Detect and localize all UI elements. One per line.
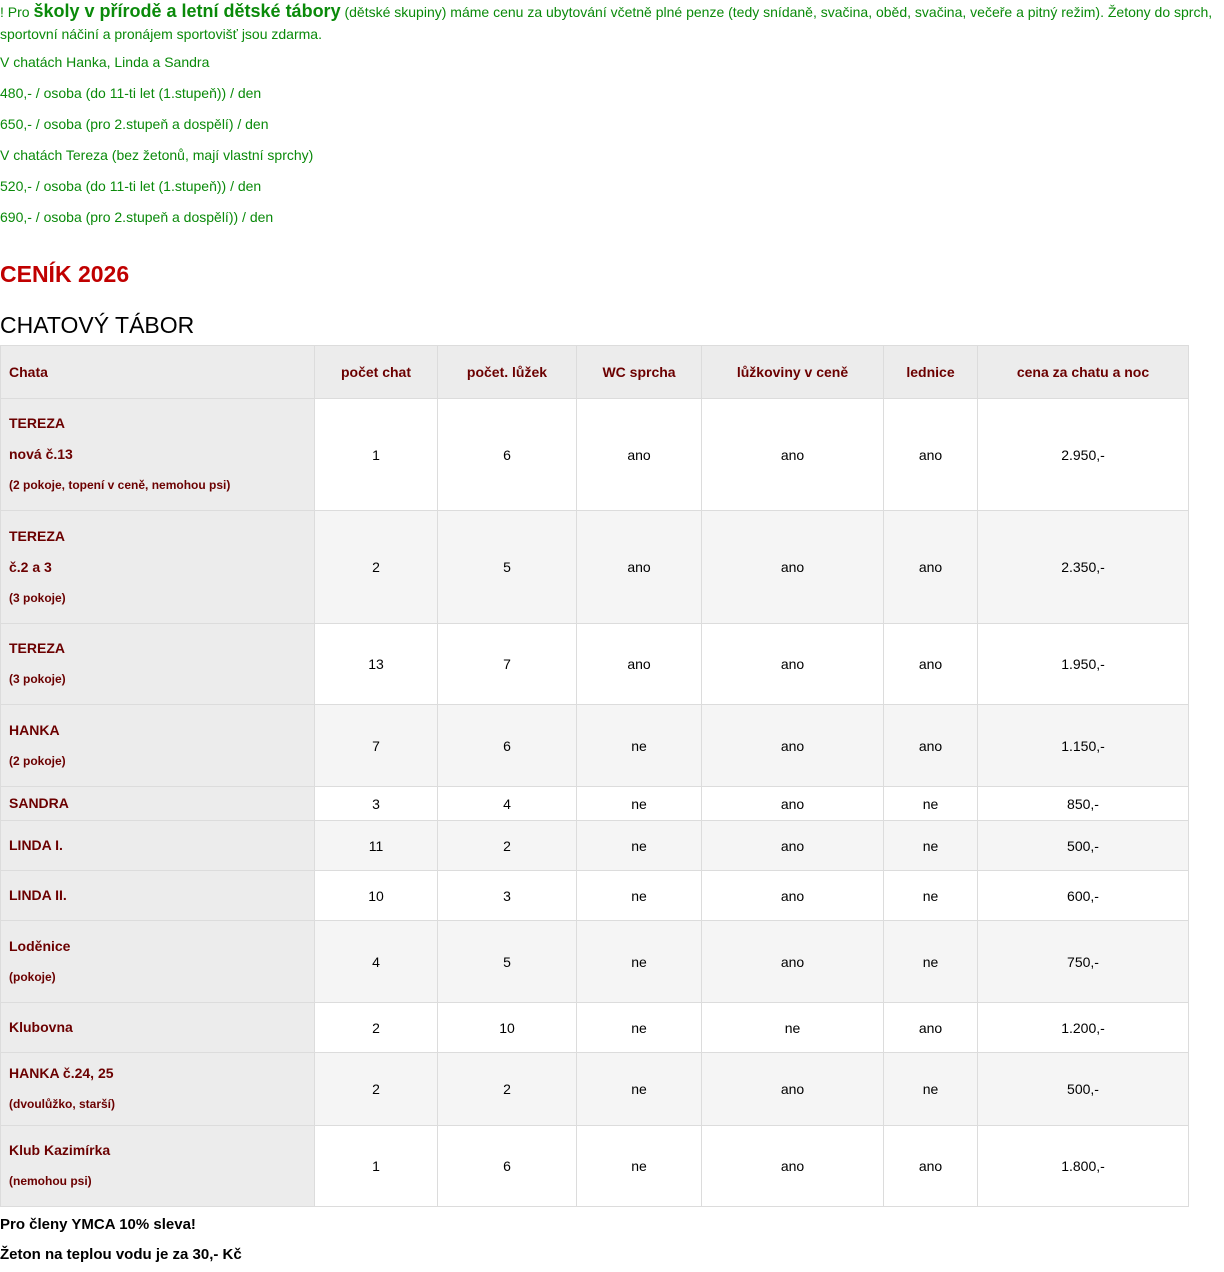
table-cell: ano [702, 871, 884, 921]
table-row [1, 1126, 1189, 1207]
table-cell: ano [884, 1003, 978, 1053]
table-cell: ano [702, 705, 884, 787]
table-cell: 2 [438, 1053, 577, 1126]
table-cell: 3 [315, 787, 438, 821]
table-cell: ano [702, 787, 884, 821]
intro-highlight: školy v přírodě a letní dětské tábory [33, 1, 341, 21]
table-cell: ne [884, 821, 978, 871]
table-cell: 2 [438, 821, 577, 871]
cabin-name-cell [1, 921, 315, 1003]
table-cell: 1.800,- [978, 1126, 1189, 1207]
table-cell: 500,- [978, 821, 1189, 871]
cabin-note: (2 pokoje, topení v ceně, nemohou psi) [9, 478, 231, 492]
intro-line: 480,- / osoba (do 11-ti let (1.stupeň)) / den [0, 85, 262, 101]
table-cell: ne [577, 1126, 702, 1207]
cabin-note: (3 pokoje) [9, 590, 66, 605]
table-cell: ano [702, 1053, 884, 1126]
table-cell: 5 [438, 511, 577, 624]
cabin-name: Klub Kazimírka [9, 1142, 111, 1158]
column-header: Chata [1, 346, 315, 399]
table-cell: 6 [438, 1126, 577, 1207]
table-cell: 7 [438, 624, 577, 705]
cabin-name: SANDRA [9, 795, 69, 811]
table-cell: ne [577, 705, 702, 787]
table-cell: 1.950,- [978, 624, 1189, 705]
intro-line: 690,- / osoba (pro 2.stupeň a dospělí)) / den [0, 209, 274, 225]
table-row [1, 624, 1189, 705]
table-row [1, 1053, 1189, 1126]
table-cell: ano [702, 921, 884, 1003]
table-cell: ano [884, 399, 978, 511]
table-cell: ano [884, 511, 978, 624]
cabin-name: HANKA č.24, 25 [9, 1065, 114, 1081]
cabin-note: (pokoje) [9, 969, 56, 984]
table-cell: 1 [315, 399, 438, 511]
price-table [0, 345, 1189, 1207]
table-cell: ano [702, 1126, 884, 1207]
cabin-name-cell [1, 1126, 315, 1207]
table-cell: 500,- [978, 1053, 1189, 1126]
column-header: lednice [884, 346, 978, 399]
table-cell: ano [577, 624, 702, 705]
table-cell: ano [884, 624, 978, 705]
table-cell: 4 [315, 921, 438, 1003]
table-cell: 6 [438, 399, 577, 511]
table-cell: ne [577, 921, 702, 1003]
table-cell: ne [577, 1003, 702, 1053]
table-row [1, 921, 1189, 1003]
cabin-name-cell [1, 871, 315, 921]
table-row [1, 705, 1189, 787]
table-cell: ano [702, 399, 884, 511]
table-cell: ne [884, 921, 978, 1003]
table-row [1, 511, 1189, 624]
cabin-note: (3 pokoje) [9, 672, 66, 686]
table-cell: 750,- [978, 921, 1189, 1003]
cabin-name: č.2 a 3 [9, 558, 52, 575]
section-heading: CHATOVÝ TÁBOR [0, 312, 195, 338]
intro-line: V chatách Hanka, Linda a Sandra [0, 54, 210, 70]
cabin-name-cell [1, 624, 315, 705]
cabin-name-cell [1, 1053, 315, 1126]
cabin-name-cell [1, 787, 315, 821]
column-header: cena za chatu a noc [978, 346, 1189, 399]
table-cell: ne [884, 1053, 978, 1126]
table-cell: 2 [315, 511, 438, 624]
cabin-name: TEREZA [9, 640, 65, 656]
cabin-name-cell [1, 511, 315, 624]
table-cell: 10 [315, 871, 438, 921]
table-cell: ano [702, 821, 884, 871]
intro-line: 650,- / osoba (pro 2.stupeň a dospělí) / den [0, 116, 269, 132]
token-note: Žeton na teplou vodu je za 30,- Kč [0, 1246, 242, 1263]
cabin-name: LINDA I. [9, 837, 63, 853]
column-header: WC sprcha [577, 346, 702, 399]
table-row [1, 399, 1189, 511]
table-cell: ano [884, 1126, 978, 1207]
table-cell: 850,- [978, 787, 1189, 821]
table-cell: 2 [315, 1053, 438, 1126]
table-cell: 2 [315, 1003, 438, 1053]
cabin-name-cell [1, 399, 315, 511]
table-cell: 2.950,- [978, 399, 1189, 511]
cabin-name: TEREZA [9, 415, 65, 431]
table-cell: ne [577, 871, 702, 921]
table-cell: ano [702, 511, 884, 624]
table-cell: 1.200,- [978, 1003, 1189, 1053]
table-cell: ne [577, 821, 702, 871]
cabin-name: TEREZA [9, 527, 65, 544]
table-cell: ne [577, 787, 702, 821]
table-cell: 11 [315, 821, 438, 871]
table-cell: ano [884, 705, 978, 787]
table-cell: 600,- [978, 871, 1189, 921]
table-cell: ne [702, 1003, 884, 1053]
intro-line: V chatách Tereza (bez žetonů, mají vlastní sprchy) [0, 147, 314, 163]
table-cell: 13 [315, 624, 438, 705]
intro-section [0, 0, 1224, 228]
table-cell: 1.150,- [978, 705, 1189, 787]
table-cell: ano [577, 511, 702, 624]
table-cell: 4 [438, 787, 577, 821]
table-row [1, 871, 1189, 921]
column-header: lůžkoviny v ceně [702, 346, 884, 399]
cabin-name: Loděnice [9, 937, 71, 954]
table-header-row [1, 346, 1189, 399]
table-row [1, 821, 1189, 871]
cabin-name: LINDA II. [9, 887, 67, 903]
table-cell: 5 [438, 921, 577, 1003]
cabin-name-cell [1, 1003, 315, 1053]
intro-rest: (dětské skupiny) máme cenu za ubytování včetně plné penze (tedy snídaně, svačina, oběd, svačina, večeře a pitný režim). Žetony do sprch, sportovní náčiní a pronájem sportovišť jsou zdarma. [0, 4, 1213, 42]
cabin-name: Klubovna [9, 1019, 73, 1035]
table-row [1, 787, 1189, 821]
table-cell: ne [884, 787, 978, 821]
discount-note: Pro členy YMCA 10% sleva! [0, 1216, 196, 1233]
table-row [1, 1003, 1189, 1053]
cabin-name-cell [1, 821, 315, 871]
cabin-note: (nemohou psi) [9, 1174, 92, 1188]
table-cell: 2.350,- [978, 511, 1189, 624]
table-cell: 3 [438, 871, 577, 921]
intro-line: 520,- / osoba (do 11-ti let (1.stupeň)) / den [0, 178, 262, 194]
table-cell: 1 [315, 1126, 438, 1207]
table-cell: ne [577, 1053, 702, 1126]
cabin-name: HANKA [9, 721, 60, 738]
table-cell: 7 [315, 705, 438, 787]
table-cell: 6 [438, 705, 577, 787]
column-header: počet. lůžek [438, 346, 577, 399]
table-cell: ano [702, 624, 884, 705]
pricelist-heading: CENÍK 2026 [0, 261, 130, 287]
table-cell: ne [884, 871, 978, 921]
table-cell: 10 [438, 1003, 577, 1053]
table-cell: ano [577, 399, 702, 511]
intro-paragraph [0, 0, 1224, 45]
cabin-name-cell [1, 705, 315, 787]
intro-prefix: ! Pro [0, 4, 34, 20]
cabin-note: (2 pokoje) [9, 753, 66, 768]
cabin-name: nová č.13 [9, 446, 73, 462]
cabin-note: (dvoulůžko, starší) [9, 1097, 116, 1111]
column-header: počet chat [315, 346, 438, 399]
